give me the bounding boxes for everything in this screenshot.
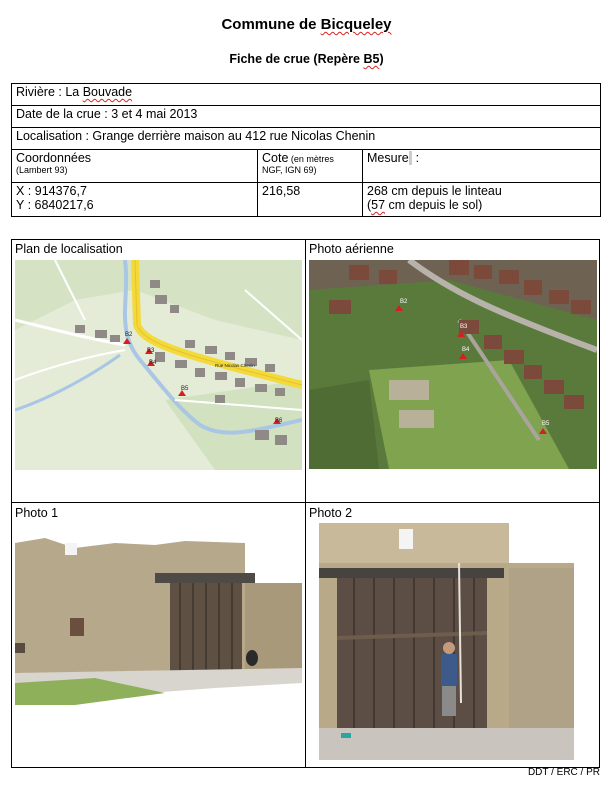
cote-header: Cote (en mètres NGF, IGN 69) (258, 150, 363, 183)
aerial-marker-label: B4 (462, 347, 470, 353)
cote-value: 216,58 (258, 183, 363, 217)
commune-name: Bicqueley (320, 16, 392, 33)
aerial-marker-label: B5 (542, 421, 550, 427)
localisation-cell: Localisation : Grange derrière maison au 412 rue Nicolas Chenin (12, 128, 601, 150)
page-title: Commune de Bicqueley (221, 16, 392, 33)
riviere-cell: Rivière : La Bouvade (12, 84, 601, 106)
mesure-value: 268 cm depuis le linteau (57 cm depuis le sol) (363, 183, 601, 217)
plan-label: Plan de localisation (15, 242, 123, 256)
coord-values: X : 914376,7 Y : 6840217,6 (12, 183, 258, 217)
date-cell: Date de la crue : 3 et 4 mai 2013 (12, 106, 601, 128)
map-marker-label: B3 (147, 348, 155, 354)
aerial-label: Photo aérienne (309, 242, 394, 256)
map-marker-label: B5 (181, 386, 189, 392)
aerial-photo (309, 260, 597, 469)
map-marker-label: B2 (125, 332, 133, 338)
page-subtitle: Fiche de crue (Repère B5) (229, 52, 384, 66)
photo1-label: Photo 1 (15, 506, 59, 520)
info-table (11, 83, 601, 217)
photo2-label: Photo 2 (309, 506, 353, 520)
mesure-header: Mesure : (363, 150, 601, 183)
aerial-marker-label: B3 (460, 324, 468, 330)
photo-2 (319, 523, 574, 760)
map-street-label: Rue Nicolas Chenin (215, 363, 255, 368)
photo-grid (11, 239, 600, 768)
coord-header: Coordonnées (Lambert 93) (12, 150, 258, 183)
map-marker-label: B6 (275, 418, 283, 424)
map-marker-label: B4 (149, 360, 157, 366)
location-map (15, 260, 302, 470)
aerial-marker-label: B2 (400, 299, 408, 305)
footer-credit: DDT / ERC / PR (527, 767, 600, 778)
photo-1 (15, 523, 302, 711)
